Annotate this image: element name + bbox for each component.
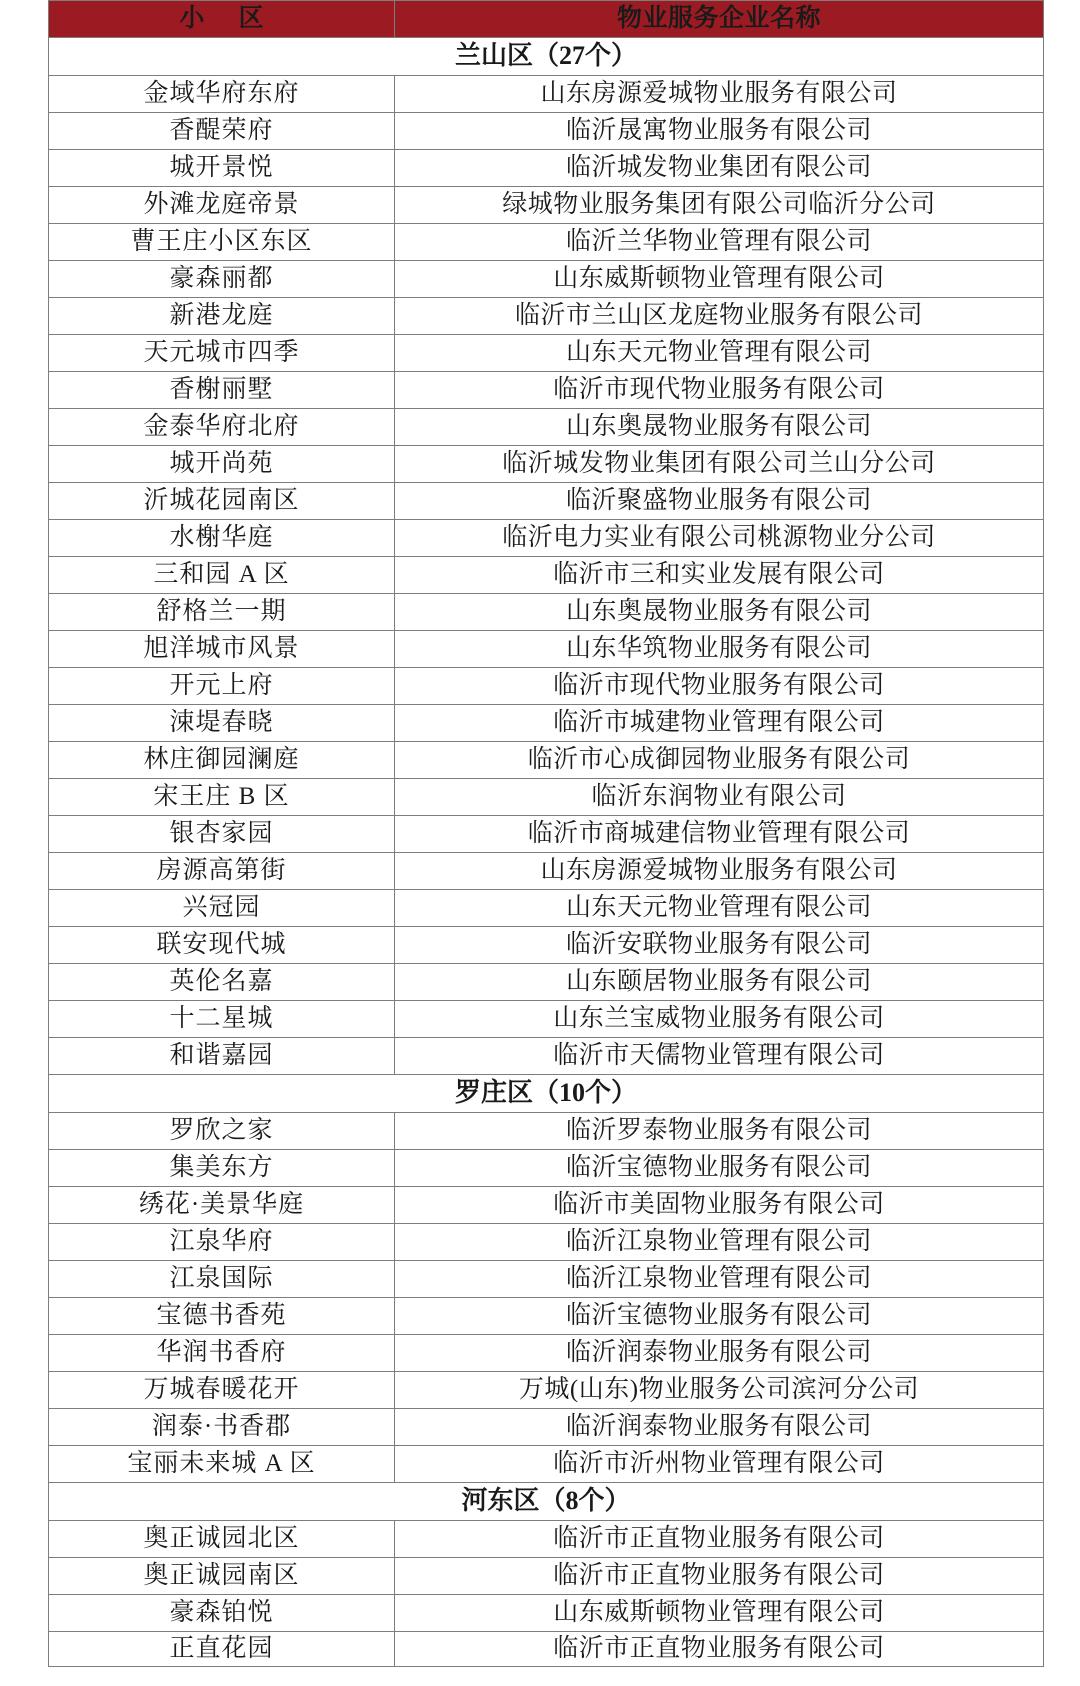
- cell-community-name: 金泰华府北府: [49, 409, 395, 446]
- cell-community-name: 城开尚苑: [49, 446, 395, 483]
- cell-company-name: 临沂市现代物业服务有限公司: [395, 372, 1044, 409]
- cell-company-name: 绿城物业服务集团有限公司临沂分公司: [395, 187, 1044, 224]
- cell-community-name: 英伦名嘉: [49, 964, 395, 1001]
- table-row: [49, 483, 1044, 520]
- table-row: [49, 631, 1044, 668]
- cell-company-name: 山东奥晟物业服务有限公司: [395, 409, 1044, 446]
- cell-community-name: 曹王庄小区东区: [49, 224, 395, 261]
- cell-company-name: 山东兰宝威物业服务有限公司: [395, 1001, 1044, 1038]
- cell-community-name: 奥正诚园北区: [49, 1521, 395, 1558]
- table-row: [49, 113, 1044, 150]
- table-row: [49, 1001, 1044, 1038]
- cell-company-name: 临沂润泰物业服务有限公司: [395, 1335, 1044, 1372]
- cell-community-name: 宝德书香苑: [49, 1298, 395, 1335]
- table-row: [49, 705, 1044, 742]
- cell-company-name: 临沂江泉物业管理有限公司: [395, 1261, 1044, 1298]
- cell-community-name: 润泰·书香郡: [49, 1409, 395, 1446]
- cell-company-name: 临沂市城建物业管理有限公司: [395, 705, 1044, 742]
- table-row: [49, 1409, 1044, 1446]
- column-header-community: 小 区: [49, 1, 395, 38]
- cell-community-name: 和谐嘉园: [49, 1038, 395, 1075]
- cell-company-name: 临沂市商城建信物业管理有限公司: [395, 816, 1044, 853]
- cell-community-name: 舒格兰一期: [49, 594, 395, 631]
- cell-community-name: 旭洋城市风景: [49, 631, 395, 668]
- table-row: [49, 890, 1044, 927]
- cell-community-name: 宝丽未来城 A 区: [49, 1446, 395, 1483]
- cell-company-name: 山东天元物业管理有限公司: [395, 890, 1044, 927]
- cell-company-name: 临沂市正直物业服务有限公司: [395, 1632, 1044, 1667]
- cell-community-name: 奥正诚园南区: [49, 1558, 395, 1595]
- cell-community-name: 城开景悦: [49, 150, 395, 187]
- table-header: [49, 1, 1044, 38]
- table-row: [49, 520, 1044, 557]
- cell-company-name: 临沂聚盛物业服务有限公司: [395, 483, 1044, 520]
- cell-community-name: 绣花·美景华庭: [49, 1187, 395, 1224]
- cell-community-name: 银杏家园: [49, 816, 395, 853]
- table-row: [49, 76, 1044, 113]
- table-row: [49, 853, 1044, 890]
- cell-company-name: 临沂宝德物业服务有限公司: [395, 1150, 1044, 1187]
- cell-company-name: 临沂市正直物业服务有限公司: [395, 1558, 1044, 1595]
- district-header-row: [49, 1075, 1044, 1113]
- cell-community-name: 豪森铂悦: [49, 1595, 395, 1632]
- cell-community-name: 水榭华庭: [49, 520, 395, 557]
- cell-company-name: 临沂市心成御园物业服务有限公司: [395, 742, 1044, 779]
- cell-company-name: 临沂兰华物业管理有限公司: [395, 224, 1044, 261]
- cell-company-name: 临沂市正直物业服务有限公司: [395, 1521, 1044, 1558]
- cell-company-name: 山东奥晟物业服务有限公司: [395, 594, 1044, 631]
- cell-community-name: 华润书香府: [49, 1335, 395, 1372]
- cell-company-name: 临沂晟寓物业服务有限公司: [395, 113, 1044, 150]
- cell-community-name: 万城春暖花开: [49, 1372, 395, 1409]
- table-row: [49, 1632, 1044, 1667]
- cell-community-name: 房源高第街: [49, 853, 395, 890]
- cell-company-name: 临沂安联物业服务有限公司: [395, 927, 1044, 964]
- cell-community-name: 十二星城: [49, 1001, 395, 1038]
- cell-community-name: 金域华府东府: [49, 76, 395, 113]
- table-row: [49, 372, 1044, 409]
- cell-community-name: 涑堤春晓: [49, 705, 395, 742]
- cell-company-name: 临沂罗泰物业服务有限公司: [395, 1113, 1044, 1150]
- cell-company-name: 山东房源爱城物业服务有限公司: [395, 76, 1044, 113]
- table-row: [49, 1335, 1044, 1372]
- table-row: [49, 1298, 1044, 1335]
- table-row: [49, 1113, 1044, 1150]
- cell-company-name: 临沂市三和实业发展有限公司: [395, 557, 1044, 594]
- table-row: [49, 964, 1044, 1001]
- cell-company-name: 临沂市天儒物业管理有限公司: [395, 1038, 1044, 1075]
- cell-company-name: 山东天元物业管理有限公司: [395, 335, 1044, 372]
- table-header-row: [49, 1, 1044, 38]
- table-row: [49, 1224, 1044, 1261]
- table-row: [49, 187, 1044, 224]
- table-row: [49, 1261, 1044, 1298]
- cell-company-name: 临沂市兰山区龙庭物业服务有限公司: [395, 298, 1044, 335]
- district-header-label: 罗庄区（10个）: [49, 1075, 1044, 1113]
- cell-community-name: 香榭丽墅: [49, 372, 395, 409]
- table-row: [49, 1558, 1044, 1595]
- table-row: [49, 298, 1044, 335]
- table-row: [49, 668, 1044, 705]
- table-row: [49, 150, 1044, 187]
- cell-community-name: 外滩龙庭帝景: [49, 187, 395, 224]
- cell-community-name: 新港龙庭: [49, 298, 395, 335]
- cell-company-name: 山东威斯顿物业管理有限公司: [395, 261, 1044, 298]
- district-header-row: [49, 38, 1044, 76]
- table-row: [49, 816, 1044, 853]
- table-row: [49, 594, 1044, 631]
- table-row: [49, 1595, 1044, 1632]
- table-row: [49, 557, 1044, 594]
- cell-company-name: 临沂市沂州物业管理有限公司: [395, 1446, 1044, 1483]
- cell-company-name: 临沂宝德物业服务有限公司: [395, 1298, 1044, 1335]
- cell-company-name: 山东房源爱城物业服务有限公司: [395, 853, 1044, 890]
- cell-company-name: 临沂城发物业集团有限公司: [395, 150, 1044, 187]
- cell-community-name: 江泉国际: [49, 1261, 395, 1298]
- cell-community-name: 正直花园: [49, 1632, 395, 1667]
- column-header-company: 物业服务企业名称: [395, 1, 1044, 38]
- cell-company-name: 临沂润泰物业服务有限公司: [395, 1409, 1044, 1446]
- cell-community-name: 兴冠园: [49, 890, 395, 927]
- cell-company-name: 临沂城发物业集团有限公司兰山分公司: [395, 446, 1044, 483]
- cell-community-name: 集美东方: [49, 1150, 395, 1187]
- cell-community-name: 林庄御园澜庭: [49, 742, 395, 779]
- cell-company-name: 山东威斯顿物业管理有限公司: [395, 1595, 1044, 1632]
- cell-community-name: 宋王庄 B 区: [49, 779, 395, 816]
- cell-company-name: 山东颐居物业服务有限公司: [395, 964, 1044, 1001]
- table-row: [49, 927, 1044, 964]
- table-row: [49, 779, 1044, 816]
- district-header-label: 河东区（8个）: [49, 1483, 1044, 1521]
- table-row: [49, 1038, 1044, 1075]
- table-row: [49, 446, 1044, 483]
- cell-company-name: 临沂江泉物业管理有限公司: [395, 1224, 1044, 1261]
- table-row: [49, 1446, 1044, 1483]
- cell-community-name: 香醍荣府: [49, 113, 395, 150]
- cell-company-name: 临沂东润物业有限公司: [395, 779, 1044, 816]
- table-row: [49, 261, 1044, 298]
- cell-community-name: 江泉华府: [49, 1224, 395, 1261]
- table-row: [49, 224, 1044, 261]
- cell-company-name: 临沂市现代物业服务有限公司: [395, 668, 1044, 705]
- table-row: [49, 1521, 1044, 1558]
- table-row: [49, 409, 1044, 446]
- cell-company-name: 临沂市美固物业服务有限公司: [395, 1187, 1044, 1224]
- table-row: [49, 1372, 1044, 1409]
- cell-community-name: 豪森丽都: [49, 261, 395, 298]
- table-row: [49, 1187, 1044, 1224]
- table-row: [49, 742, 1044, 779]
- property-service-listing-table: [48, 0, 1044, 1667]
- table-body: [49, 38, 1044, 1667]
- cell-community-name: 联安现代城: [49, 927, 395, 964]
- cell-company-name: 万城(山东)物业服务公司滨河分公司: [395, 1372, 1044, 1409]
- cell-community-name: 罗欣之家: [49, 1113, 395, 1150]
- district-header-row: [49, 1483, 1044, 1521]
- cell-company-name: 临沂电力实业有限公司桃源物业分公司: [395, 520, 1044, 557]
- district-header-label: 兰山区（27个）: [49, 38, 1044, 76]
- table-row: [49, 335, 1044, 372]
- cell-community-name: 开元上府: [49, 668, 395, 705]
- table-row: [49, 1150, 1044, 1187]
- cell-community-name: 三和园 A 区: [49, 557, 395, 594]
- cell-community-name: 沂城花园南区: [49, 483, 395, 520]
- cell-company-name: 山东华筑物业服务有限公司: [395, 631, 1044, 668]
- cell-community-name: 天元城市四季: [49, 335, 395, 372]
